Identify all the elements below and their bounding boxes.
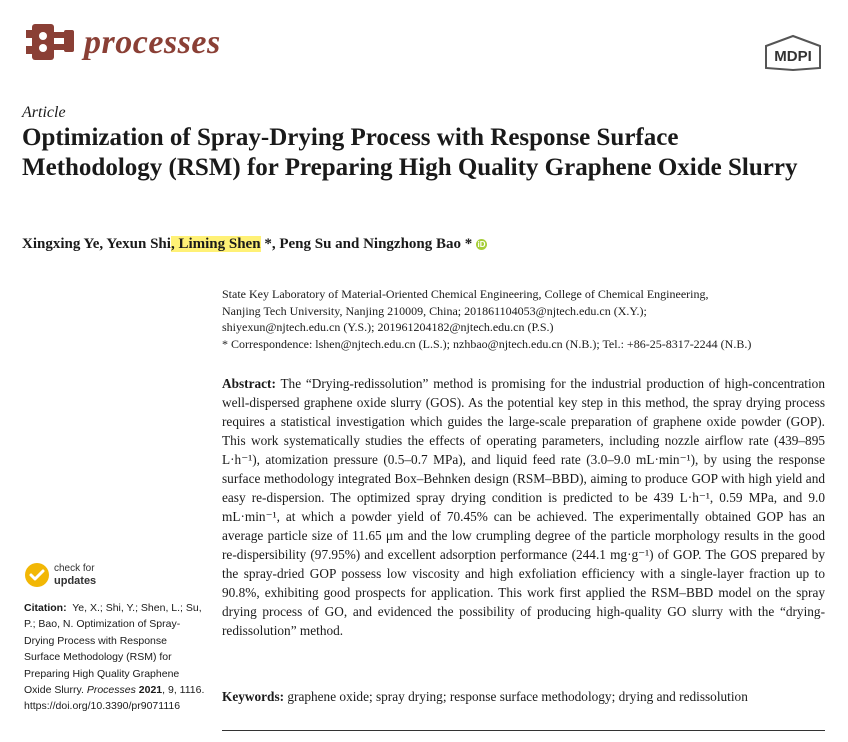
citation-line: Oxide Slurry. xyxy=(24,684,87,697)
article-title: Optimization of Spray-Drying Process with Response Surface Methodology (RSM) for Preparing High Quality Graphene Oxide Slurry xyxy=(22,124,798,181)
updates-line1: check for xyxy=(54,563,95,574)
mdpi-logo-icon[interactable] xyxy=(762,34,824,72)
abstract-text: The “Drying-redissolution” method is promising for the industrial production of high-concentration well-dispersed graphene oxide slurry (GOS). As the potential key step in this method, the spray drying process requires a statistical investigation which guides the large-scale preparation of graphene oxide powder (GOP). This work systematically studies the effects of operating parameters, including nozzle airflow rate (439–895 L·h⁻¹), atomization pressure (0.5–0.7 MPa), and liquid feed rate (3.0–9.0 mL·min⁻¹), by using the response surface methodology integrated Box–Behnken design (RSM–BBD), aiming to produce GOP with high yield and easy re-dispersion. The optimized spray drying condition is predicted to be 439 L·h⁻¹, 0.59 MPa, and 9.0 mL·min⁻¹, at which a powder yield of 70.45% can be achieved. The experimentally obtained GOP has an average particle size of 11.65 μm and the low crumpling degree of the particle morphology results in the good re-dispersibility (97.95%) and excellent adsorption performance (244.1 mg·g⁻¹) of GOP. The GOS prepared by the spray-dried GOP possess low viscosity and high exfoliation efficiency with a single-layer fraction up to 90.8%, exhibiting good prospects for application. This work first applied the RSM–BBD model on the spray drying process of GO, and evidenced the possibility of producing high-quality GO slurry with the “drying-redissolution” method. xyxy=(222,376,825,638)
affiliation-line: shiyexun@njtech.edu.cn (Y.S.); 201961204182@njtech.edu.cn (P.S.) xyxy=(222,320,554,334)
citation-year: 2021 xyxy=(138,684,163,697)
orcid-icon[interactable]: iD xyxy=(477,240,486,249)
author-liming-shen[interactable]: Liming Shen xyxy=(178,236,261,252)
citation-line: Drying Process with Response xyxy=(24,634,167,647)
author-sep: , xyxy=(170,236,179,252)
correspondence-line: * Correspondence: lshen@njtech.edu.cn (L.S.); nzhbao@njtech.edu.cn (N.B.); Tel.: +86-25-8317-2244 (N.B.) xyxy=(222,336,752,351)
check-updates-icon xyxy=(24,562,50,588)
keywords-label: Keywords: xyxy=(222,689,285,704)
citation-line: Preparing High Quality Graphene xyxy=(24,667,180,680)
citation-line: Ye, X.; Shi, Y.; Shen, L.; Su, xyxy=(72,602,202,614)
affiliation-line: Nanjing Tech University, Nanjing 210009, China; 201861104053@njtech.edu.cn (X.Y.); xyxy=(222,303,647,318)
check-for-updates-badge[interactable] xyxy=(24,562,144,592)
updates-line2: updates xyxy=(54,575,97,587)
abstract xyxy=(222,374,825,640)
author-names-rest: *, Peng Su and Ningzhong Bao * xyxy=(260,236,473,252)
citation-volume: , 9, 1116. xyxy=(162,684,205,697)
journal-name: processes xyxy=(84,24,221,61)
publisher-name: MDPI xyxy=(774,48,812,65)
author-list xyxy=(22,236,487,253)
keywords xyxy=(222,687,825,706)
bottom-rule xyxy=(222,730,825,731)
journal-logo-icon xyxy=(22,20,78,64)
citation-label: Citation: xyxy=(24,602,67,614)
keywords-text: graphene oxide; spray drying; response surface methodology; drying and redissolution xyxy=(287,689,748,704)
citation-line: P.; Bao, N. Optimization of Spray- xyxy=(24,618,181,631)
citation-doi-link[interactable]: https://doi.org/10.3390/pr9071116 xyxy=(24,700,181,713)
author-names: Xingxing Ye, Yexun Shi xyxy=(22,236,171,252)
affiliations xyxy=(222,286,822,352)
highlighted-author xyxy=(171,236,261,252)
article-type: Article xyxy=(22,104,66,121)
citation-journal: Processes xyxy=(86,684,136,697)
citation xyxy=(24,600,205,715)
abstract-label: Abstract: xyxy=(222,376,276,391)
citation-line: Surface Methodology (RSM) for xyxy=(24,651,172,664)
affiliation-line: State Key Laboratory of Material-Oriented Chemical Engineering, College of Chemical Engineering, xyxy=(222,287,709,301)
